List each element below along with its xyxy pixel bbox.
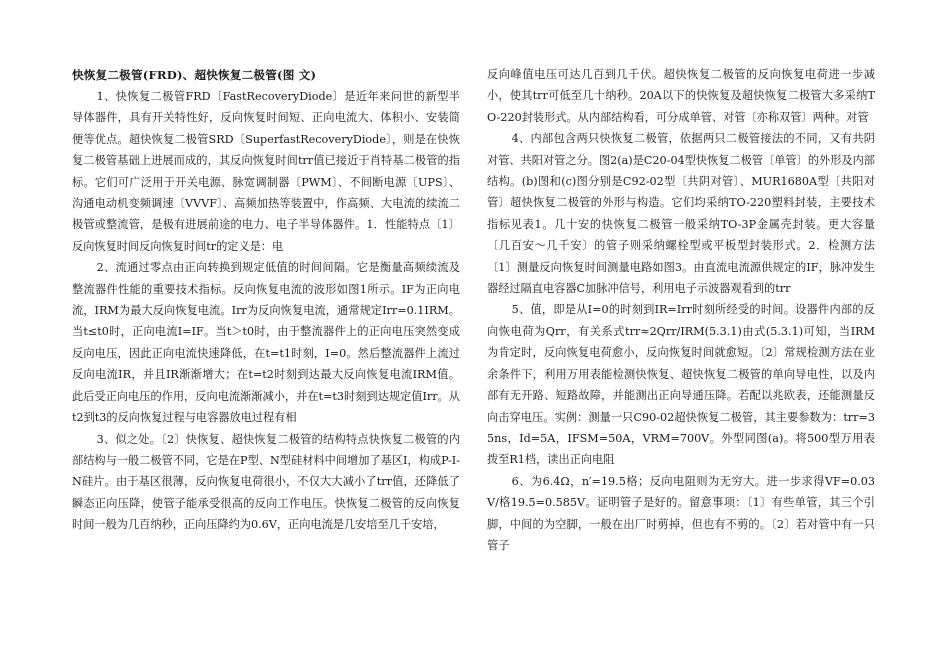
paragraph-4: 4、内部包含两只快恢复二极管，依据两只二极管接法的不同，又有共阴对管、共阳对管之分。图2(a)是C20-04型快恢复二极管〔单管〕的外形及内部结构。(b)图和(c)图分别是C92-02型〔共阴对管〕、MUR1680A型〔共阳对管〕超快恢复二极管的外形与构造。它们均采纳TO-220塑料封装，主要技术指标见表1。几十安的快恢复二极管一般采纳TO-3P金属壳封装。更大容量〔几百安～几千安〕的管子则采纳螺栓型或平板型封装形式。2．检测方法〔1〕测量反向恢复时间测量电路如图3。由直流电流源供规定的IF，脉冲发生器经过隔直电容器C加脉冲信号，利用电子示波器观看到的trr [487, 132, 875, 296]
paragraph-3: 3、似之处。〔2〕快恢复、超快恢复二极管的结构特点快恢复二极管的内部结构与一般二极管不同，它是在P型、N型硅材料中间增加了基区I，构成P-I-N硅片。由于基区很薄，反向恢复电荷很小，不仅大大减小了trr值，还降低了瞬态正向压降，使管子能承受很高的反向工作电压。快恢复二极管的反向恢复时间一般为几百纳秒，正向压降约为0.6V，正向电流是几安培至几千安培， [72, 432, 460, 532]
paragraph-5: 5、值，即是从I=0的时刻到IR=Irr时刻所经受的时间。设器件内部的反向恢电荷为Qrr，有关系式trr≈2Qrr/IRM(5.3.1)由式(5.3.1)可知，当IRM为肯定时，反向恢复电荷愈小，反向恢复时间就愈短。〔2〕常规检测方法在业余条件下，利用万用表能检测快恢复、超快恢复二极管的单向导电性，以及内部有无开路、短路故障，并能测出正向导通压降。若配以兆欧表，还能测量反向击穿电压。实例：测量一只C90-02超快恢复二极管，其主要参数为：trr=35ns，Id=5A，IFSM=50A，VRM=700V。外型同图(a)。将500型万用表拨至R1档，读出正向电阻 [487, 303, 875, 467]
document-title: 快恢复二极管(FRD)、超快恢复二极管(图 文) [72, 68, 317, 82]
paragraph-2: 2、流通过零点由正向转换到规定低值的时间间隔。它是衡量高频续流及整流器件性能的重要技术指标。反向恢复电流的波形如图1所示。IF为正向电流，IRM为最大反向恢复电流。Irr为反向恢复电流，通常规定Irr=0.1IRM。当t≤t0时，正向电流I=IF。当t＞t0时，由于整流器件上的正向电压突然变成反向电压，因此正向电流快速降低，在t=t1时刻，I=0。然后整流器件上流过反向电流IR，并且IR渐渐增大；在t=t2时刻到达最大反向恢复电流IRM值。此后受正向电压的作用，反向电流渐渐减小，并在t=t3时刻到达规定值Irr。从t2到t3的反向恢复过程与电容器放电过程有相 [72, 261, 460, 425]
paragraph-1: 1、快恢复二极管FRD〔FastRecoveryDiode〕是近年来问世的新型半导体器件，具有开关特性好，反向恢复时间短、正向电流大、体积小、安装简便等优点。超快恢复二极管SRD〔SuperfastRecoveryDiode〕，则是在快恢复二极管基础上进展而成的，其反向恢复时间trr值已接近于肖特基二极管的指标。它们可广泛用于开关电源、脉宽调制器〔PWM〕、不间断电源〔UPS〕、沟通电动机变频调速〔VVVF〕、高频加热等装置中，作高频、大电流的续流二极管或整流管，是极有进展前途的电力、电子半导体器件。1．性能特点〔1〕反向恢复时间反向恢复时间tr的定义是：电 [72, 90, 460, 253]
paragraph-6: 6、为6.4Ω，n′=19.5格；反向电阻则为无穷大。进一步求得VF=0.03V/格19.5=0.585V。证明管子是好的。留意事项：〔1〕有些单管，其三个引脚，中间的为空脚，一般在出厂时剪掉，但也有不剪的。〔2〕若对管中有一只管子 [487, 474, 875, 552]
right-column [487, 64, 875, 556]
left-column [72, 64, 460, 536]
paragraph-3-continuation: 反向峰值电压可达几百到几千伏。超快恢复二极管的反向恢复电荷进一步减小，使其trr可低至几十纳秒。20A以下的快恢复及超快恢复二极管大多采纳TO-220封装形式。从内部结构看，可分成单管、对管〔亦称双管〕两种。对管 [487, 68, 875, 124]
